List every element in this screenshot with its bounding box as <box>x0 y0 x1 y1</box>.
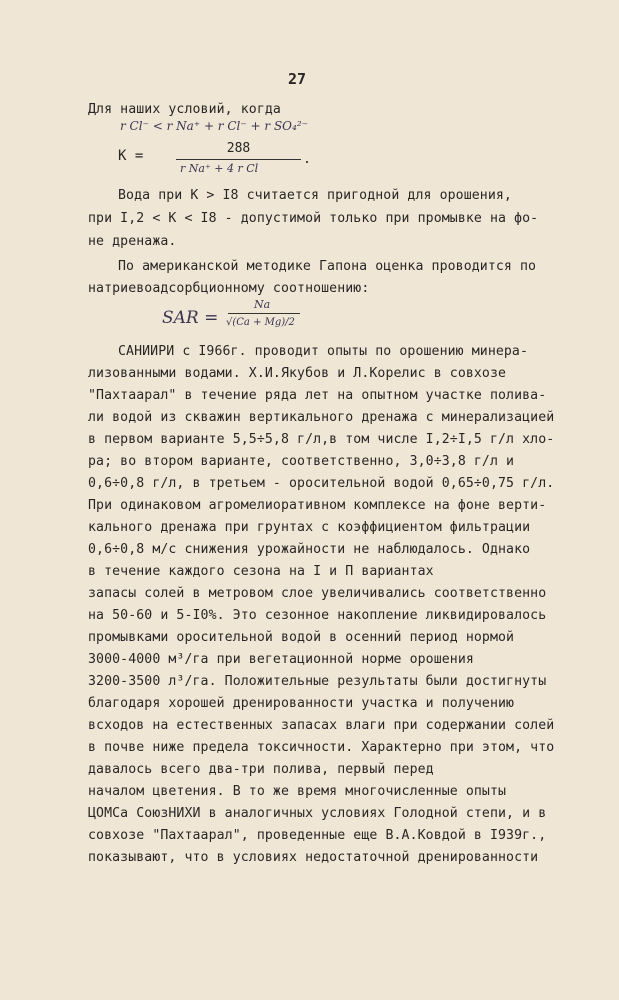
text-line: запасы солей в метровом слое увеличивались соответственно <box>88 586 547 601</box>
text-line: 0,6÷0,8 г/л, в третьем - оросительной водой 0,65÷0,75 г/л. <box>88 476 555 491</box>
text-line: лизованными водами. Х.И.Якубов и Л.Корелис в совхозе <box>88 366 507 381</box>
fraction-line <box>176 159 301 160</box>
intro-line: Для наших условий, когда <box>88 102 281 117</box>
text-line: при I,2 < К < I8 - допустимой только при промывке на фо- <box>88 211 539 226</box>
page-number: 27 <box>288 70 307 88</box>
text-line: кального дренажа при грунтах с коэффициентом фильтрации <box>88 520 531 535</box>
text-line: благодаря хорошей дренированности участка и получению <box>88 696 515 711</box>
text-line: При одинаковом агромелиоративном комплексе на фоне верти- <box>88 498 547 513</box>
text-line: показывают, что в условиях недостаточной дренированности <box>88 850 539 865</box>
sar-denominator: √(Ca + Mg)/2 <box>226 317 295 328</box>
handwritten-condition: r Cl⁻ < r Na⁺ + r Cl⁻ + r SO₄²⁻ <box>120 119 308 133</box>
text-line: в течение каждого сезона на I и П вариантах <box>88 564 434 579</box>
text-line: не дренажа. <box>88 234 177 249</box>
text-line: 0,6÷0,8 м/с снижения урожайности не наблюдалось. Однако <box>88 542 531 557</box>
text-line: "Пахтаарал" в течение ряда лет на опытном участке полива- <box>88 388 547 403</box>
sar-numerator: Na <box>254 298 271 311</box>
k-fraction <box>176 141 301 175</box>
k-dot: . <box>303 152 312 167</box>
text-line: ЦОМСа СоюзНИХИ в аналогичных условиях Голодной степи, и в <box>88 806 547 821</box>
k-formula <box>118 148 143 164</box>
text-line: САНИИРИ с I966г. проводит опыты по орошению минера- <box>118 344 529 359</box>
text-line: 3200-3500 л³/га. Положительные результаты были достигнуты <box>88 674 547 689</box>
fraction-line <box>228 313 300 314</box>
k-denominator: r Na⁺ + 4 r Cl <box>180 162 259 175</box>
text-line: совхозе "Пахтаарал", проведенные еще В.А.Ковдой в I939г., <box>88 828 547 843</box>
text-line: промывками оросительной водой в осенний период нормой <box>88 630 515 645</box>
text-line: в первом варианте 5,5÷5,8 г/л,в том числе I,2÷I,5 г/л хло- <box>88 432 555 447</box>
k-numerator: 288 <box>226 141 251 156</box>
text-line: По американской методике Гапона оценка проводится по <box>118 259 537 274</box>
text-line: в почве ниже предела токсичности. Характерно при этом, что <box>88 740 555 755</box>
text-line: всходов на естественных запасах влаги при содержании солей <box>88 718 555 733</box>
text-line: натриевоадсорбционному соотношению: <box>88 281 370 296</box>
text-line: ра; во втором варианте, соответственно, 3,0÷3,8 г/л и <box>88 454 515 469</box>
text-line: началом цветения. В то же время многочисленные опыты <box>88 784 507 799</box>
text-line: на 50-60 и 5-I0%. Это сезонное накопление ликвидировалось <box>88 608 547 623</box>
text-line: Вода при К > I8 считается пригодной для орошения, <box>118 188 512 203</box>
text-line: 3000-4000 м³/га при вегетационной норме орошения <box>88 652 474 667</box>
sar-label: SAR = <box>162 308 219 328</box>
k-label: K = <box>118 148 144 164</box>
text-line: ли водой из скважин вертикального дренажа с минерализацией <box>88 410 555 425</box>
text-line: давалось всего два-три полива, первый перед <box>88 762 434 777</box>
